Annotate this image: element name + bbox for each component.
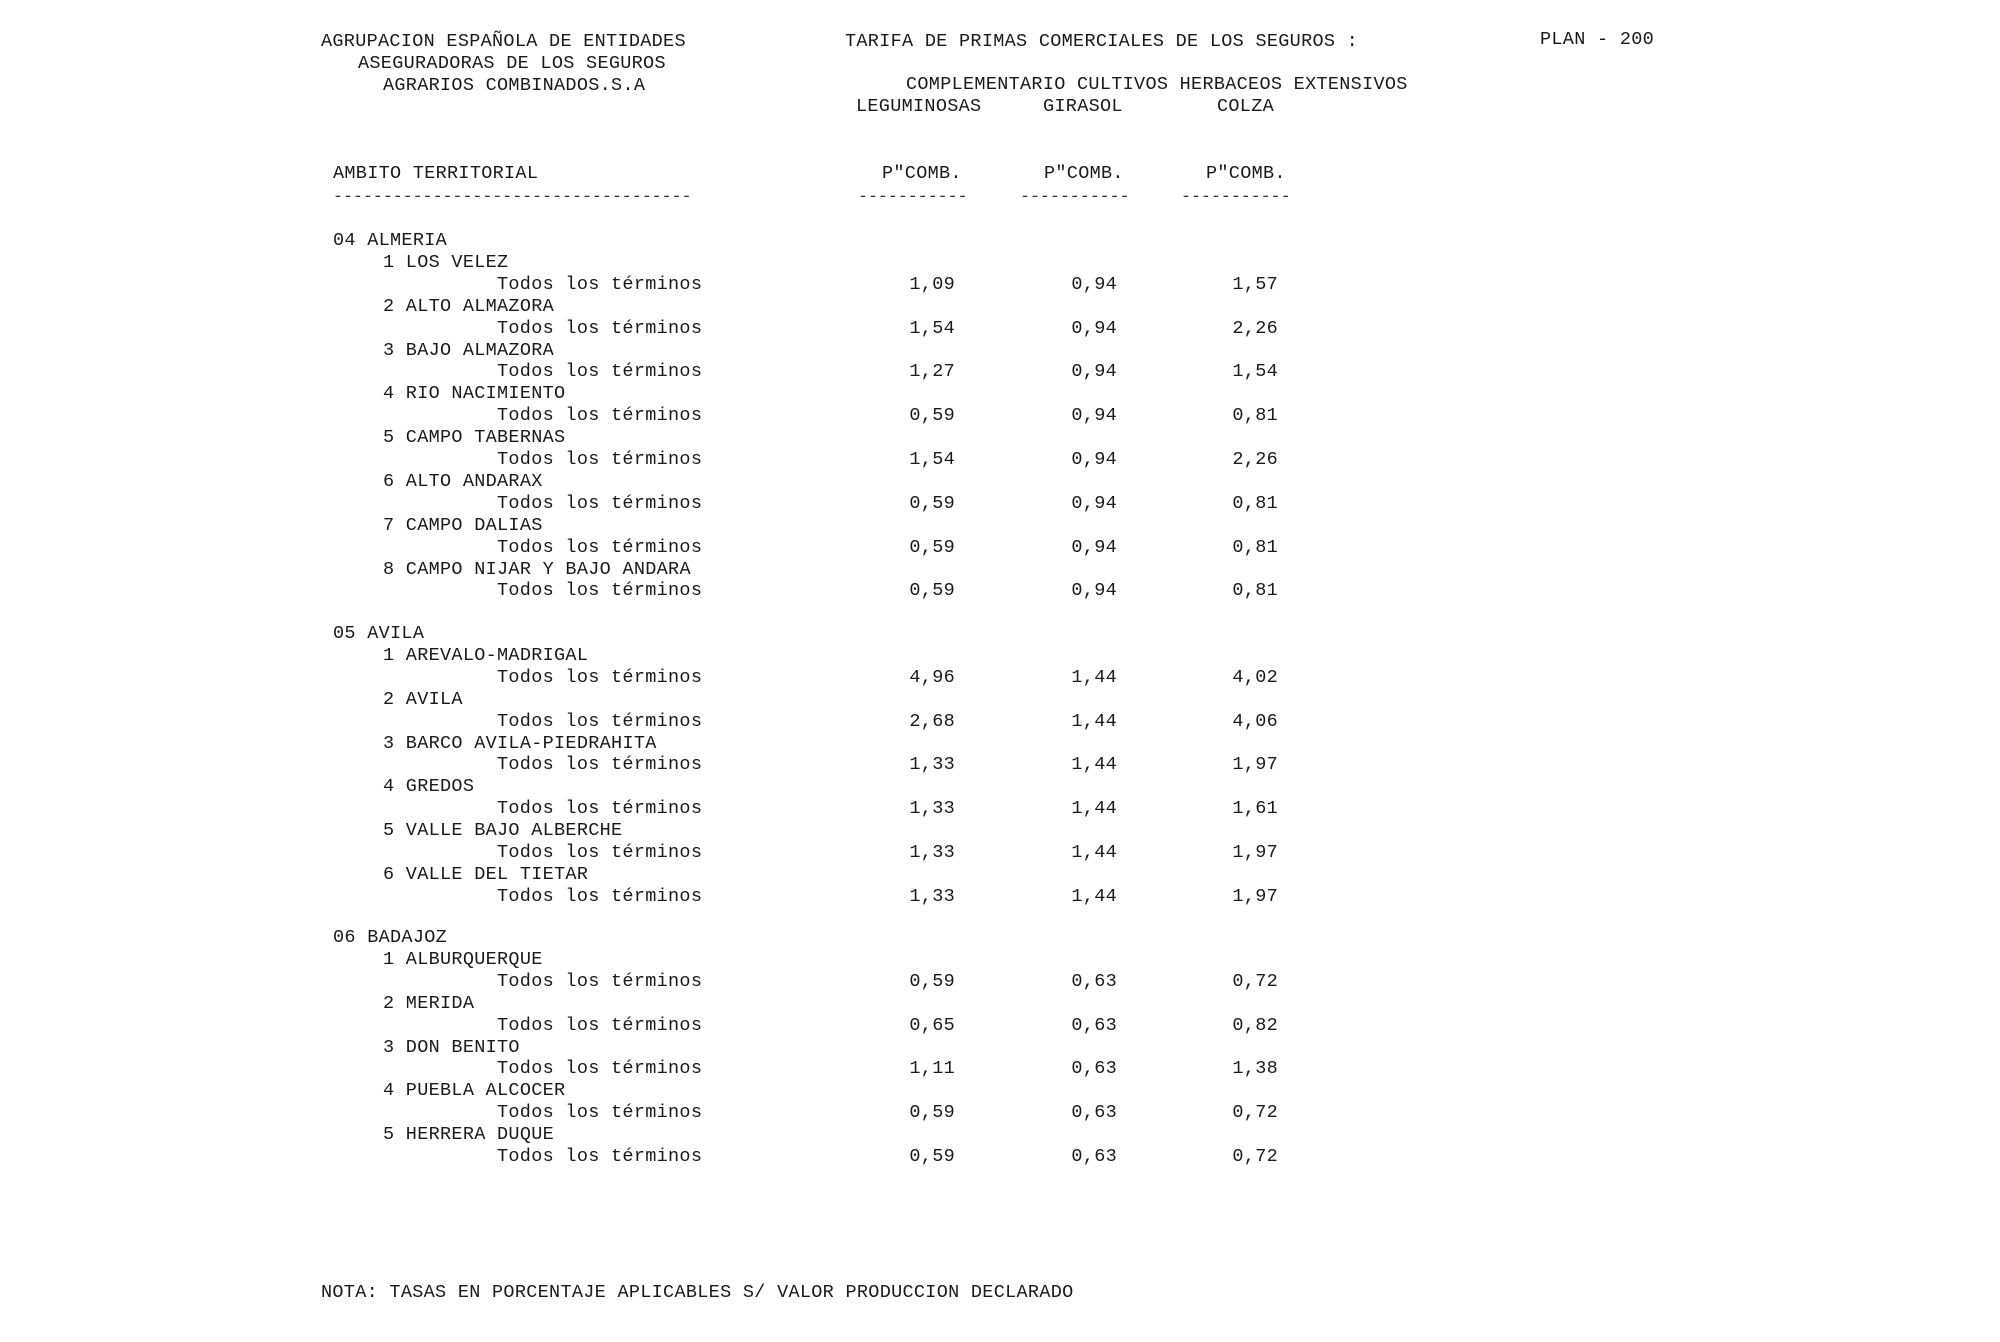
premium-value: 1,09 (909, 273, 955, 295)
crop-girasol: GIRASOL (1043, 96, 1123, 117)
comarca-name: 1 ALBURQUERQUE (383, 948, 543, 970)
premium-value: 1,44 (1071, 666, 1117, 688)
term-label: Todos los términos (497, 273, 703, 295)
term-label: Todos los términos (497, 449, 703, 470)
premium-value: 1,11 (909, 1058, 955, 1080)
premium-value: 0,81 (1232, 580, 1278, 602)
comarca-name: 4 GREDOS (383, 776, 475, 798)
premium-value: 0,81 (1232, 405, 1278, 427)
premium-value: 1,38 (1232, 1058, 1278, 1080)
pcomb-header-girasol: P"COMB. (1044, 163, 1124, 184)
org-name-line1: AGRUPACION ESPAÑOLA DE ENTIDADES (321, 31, 686, 52)
comarca-name: 6 VALLE DEL TIETAR (383, 863, 589, 885)
premium-value: 0,63 (1071, 1014, 1117, 1036)
premium-value: 0,63 (1071, 970, 1117, 992)
premium-value: 2,68 (909, 710, 955, 732)
comarca-name: 2 ALTO ALMAZORA (383, 295, 555, 317)
comarca-name: 5 VALLE BAJO ALBERCHE (383, 820, 623, 842)
premium-value: 1,44 (1071, 754, 1117, 776)
premium-value: 1,33 (909, 842, 955, 863)
premium-value: 4,06 (1232, 710, 1278, 732)
term-label: Todos los términos (497, 536, 703, 558)
underline-girasol: ----------- (1020, 187, 1130, 206)
premium-value: 0,72 (1232, 1146, 1278, 1167)
term-label: Todos los términos (497, 1058, 703, 1080)
pcomb-header-colza: P"COMB. (1206, 163, 1286, 184)
term-label: Todos los términos (497, 580, 703, 602)
term-label: Todos los términos (497, 666, 703, 688)
premium-value: 1,44 (1071, 798, 1117, 820)
province-name: 05 AVILA (333, 623, 425, 644)
term-label: Todos los términos (497, 492, 703, 514)
premium-value: 0,59 (909, 492, 955, 514)
document-subtitle: COMPLEMENTARIO CULTIVOS HERBACEOS EXTENSIVOS (906, 74, 1408, 95)
premium-value: 4,02 (1232, 666, 1278, 688)
premium-value: 0,94 (1071, 492, 1117, 514)
comarca-name: 1 AREVALO-MADRIGAL (383, 644, 589, 666)
premium-value: 0,94 (1071, 449, 1117, 470)
premium-value: 1,97 (1232, 754, 1278, 776)
premium-value: 1,54 (909, 317, 955, 339)
premium-value: 0,81 (1232, 492, 1278, 514)
premium-value: 1,61 (1232, 798, 1278, 820)
province-name: 06 BADAJOZ (333, 927, 448, 948)
premium-value: 0,65 (909, 1014, 955, 1036)
province-name: 04 ALMERIA (333, 230, 448, 251)
term-label: Todos los términos (497, 317, 703, 339)
premium-value: 0,59 (909, 580, 955, 602)
term-label: Todos los términos (497, 754, 703, 776)
comarca-name: 3 DON BENITO (383, 1036, 520, 1058)
premium-value: 0,94 (1071, 536, 1117, 558)
premium-value: 0,82 (1232, 1014, 1278, 1036)
org-name-line2: ASEGURADORAS DE LOS SEGUROS (358, 53, 666, 74)
premium-value: 0,59 (909, 1102, 955, 1124)
comarca-name: 5 HERRERA DUQUE (383, 1124, 555, 1146)
comarca-name: 3 BARCO AVILA-PIEDRAHITA (383, 732, 657, 754)
comarca-name: 2 MERIDA (383, 992, 475, 1014)
premium-value: 1,97 (1232, 885, 1278, 907)
premium-value: 0,81 (1232, 536, 1278, 558)
ambito-territorial-header: AMBITO TERRITORIAL (333, 163, 539, 184)
premium-value: 1,33 (909, 885, 955, 907)
term-label: Todos los términos (497, 842, 703, 863)
footer-note: NOTA: TASAS EN PORCENTAJE APLICABLES S/ VALOR PRODUCCION DECLARADO (321, 1282, 1074, 1303)
premium-value: 2,26 (1232, 449, 1278, 470)
premium-value: 0,59 (909, 405, 955, 427)
comarca-name: 7 CAMPO DALIAS (383, 514, 543, 536)
comarca-name: 4 RIO NACIMIENTO (383, 383, 566, 405)
premium-value: 1,54 (909, 449, 955, 470)
premium-value: 1,33 (909, 798, 955, 820)
term-label: Todos los términos (497, 405, 703, 427)
premium-value: 1,54 (1232, 361, 1278, 383)
org-name-line3: AGRARIOS COMBINADOS.S.A (383, 75, 646, 96)
comarca-name: 4 PUEBLA ALCOCER (383, 1080, 566, 1102)
premium-value: 0,94 (1071, 361, 1117, 383)
comarca-name: 8 CAMPO NIJAR Y BAJO ANDARA (383, 558, 691, 580)
premium-value: 0,94 (1071, 317, 1117, 339)
underline-leguminosas: ----------- (858, 187, 968, 206)
tariff-title: TARIFA DE PRIMAS COMERCIALES DE LOS SEGUROS : (845, 31, 1359, 52)
crop-colza: COLZA (1217, 96, 1275, 117)
premium-value: 1,44 (1071, 842, 1117, 863)
term-label: Todos los términos (497, 885, 703, 907)
term-label: Todos los términos (497, 1146, 703, 1167)
crop-leguminosas: LEGUMINOSAS (856, 96, 982, 117)
pcomb-header-leguminosas: P"COMB. (882, 163, 962, 184)
premium-value: 0,59 (909, 970, 955, 992)
premium-value: 0,72 (1232, 970, 1278, 992)
premium-value: 0,72 (1232, 1102, 1278, 1124)
premium-value: 0,59 (909, 1146, 955, 1167)
term-label: Todos los términos (497, 970, 703, 992)
term-label: Todos los términos (497, 798, 703, 820)
underline-colza: ----------- (1181, 187, 1291, 206)
comarca-name: 5 CAMPO TABERNAS (383, 427, 566, 449)
premium-value: 0,63 (1071, 1146, 1117, 1167)
comarca-name: 1 LOS VELEZ (383, 251, 509, 273)
premium-value: 0,94 (1071, 405, 1117, 427)
comarca-name: 2 AVILA (383, 688, 463, 710)
term-label: Todos los términos (497, 361, 703, 383)
premium-value: 1,44 (1071, 710, 1117, 732)
comarca-name: 6 ALTO ANDARAX (383, 470, 543, 492)
plan-label: PLAN - 200 (1540, 29, 1655, 50)
comarca-name: 3 BAJO ALMAZORA (383, 339, 555, 361)
premium-value: 1,44 (1071, 885, 1117, 907)
premium-value: 2,26 (1232, 317, 1278, 339)
premium-value: 0,94 (1071, 580, 1117, 602)
premium-value: 0,63 (1071, 1102, 1117, 1124)
premium-value: 1,57 (1232, 273, 1278, 295)
premium-value: 0,63 (1071, 1058, 1117, 1080)
premium-value: 0,94 (1071, 273, 1117, 295)
term-label: Todos los términos (497, 1102, 703, 1124)
premium-value: 1,33 (909, 754, 955, 776)
premium-value: 1,27 (909, 361, 955, 383)
term-label: Todos los términos (497, 710, 703, 732)
premium-value: 4,96 (909, 666, 955, 688)
premium-value: 0,59 (909, 536, 955, 558)
term-label: Todos los términos (497, 1014, 703, 1036)
ambito-underline: ------------------------------------ (333, 187, 692, 206)
premium-value: 1,97 (1232, 842, 1278, 863)
